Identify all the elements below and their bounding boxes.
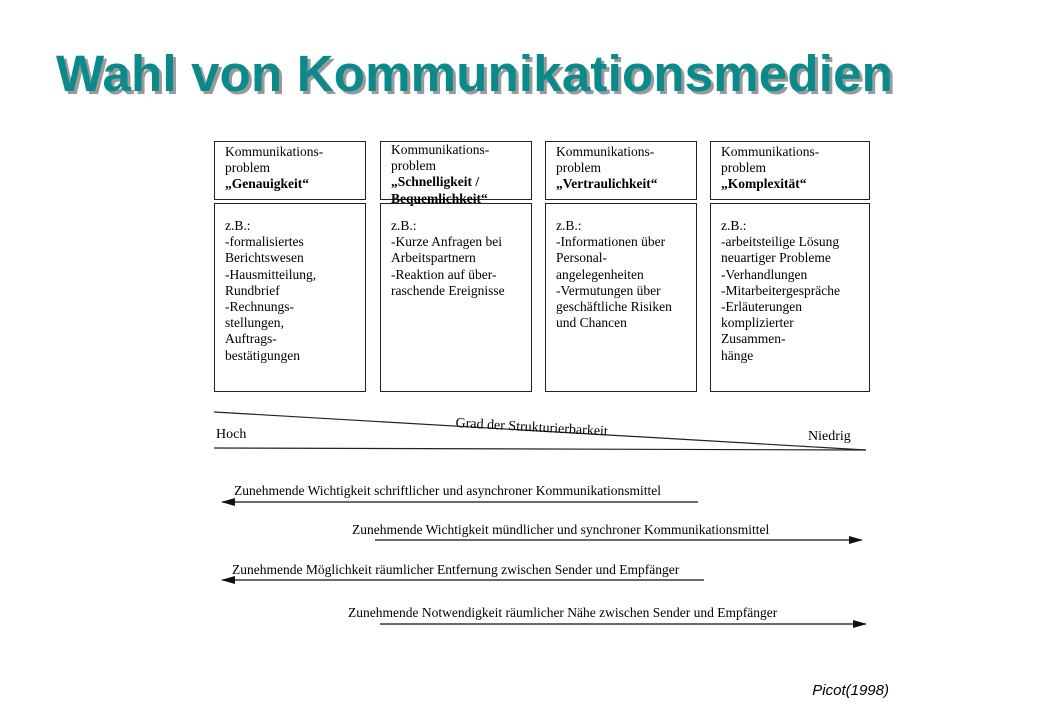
example-list: z.B.: -formalisiertes Berichtswesen -Hausmitteilung, Rundbrief -Rechnungs- stellungen, Auftrags- bestätigungen	[225, 218, 317, 363]
problem-name: „Schnelligkeit / Bequemlichkeit“	[391, 174, 488, 206]
problem-name: „Vertraulichkeit“	[556, 176, 658, 192]
citation: Picot(1998)	[812, 682, 889, 699]
arrow-label-spatial-distance: Zunehmende Möglichkeit räumlicher Entfernung zwischen Sender und Empfänger	[232, 562, 680, 577]
problem-box-heading-line1: Kommunikations-	[225, 144, 324, 159]
example-list: z.B.: -arbeitsteilige Lösung neuartiger Probleme -Verhandlungen -Mitarbeitergespräche -Erläuterungen komplizierter Zusammen- hänge	[721, 218, 840, 363]
slide-title: Wahl von Kommunikationsmedien	[56, 45, 893, 102]
arrow-label-spatial-proximity: Zunehmende Notwendigkeit räumlicher Nähe zwischen Sender und Empfänger	[348, 605, 778, 620]
problem-box-heading-line2: problem	[721, 160, 766, 176]
problem-box-heading-line1: Kommunikations-	[721, 144, 820, 159]
example-list: z.B.: -Kurze Anfragen bei Arbeitspartnern -Reaktion auf über- raschende Ereignisse	[391, 218, 505, 298]
problem-box-heading-line2: problem	[391, 158, 436, 174]
structurability-base-line	[214, 448, 866, 450]
example-list: z.B.: -Informationen über Personal- angelegenheiten -Vermutungen über geschäftliche Risiken und Chancen	[556, 218, 672, 331]
problem-name: „Komplexität“	[721, 176, 807, 192]
problem-box-heading-line1: Kommunikations-	[556, 144, 655, 159]
problem-name: „Genauigkeit“	[225, 176, 310, 192]
arrow-label-written-asynchronous: Zunehmende Wichtigkeit schriftlicher und asynchroner Kommunikationsmittel	[234, 483, 661, 498]
problem-box-heading-line2: problem	[556, 160, 601, 176]
arrow-label-oral-synchronous: Zunehmende Wichtigkeit mündlicher und synchroner Kommunikationsmittel	[352, 522, 770, 537]
problem-box-heading-line1: Kommunikations-	[391, 142, 490, 157]
scale-label: Grad der Strukturierbarkeit	[455, 416, 609, 440]
problem-box-heading-line2: problem	[225, 160, 270, 176]
scale-high-label: Hoch	[216, 427, 247, 442]
scale-low-label: Niedrig	[808, 429, 851, 444]
